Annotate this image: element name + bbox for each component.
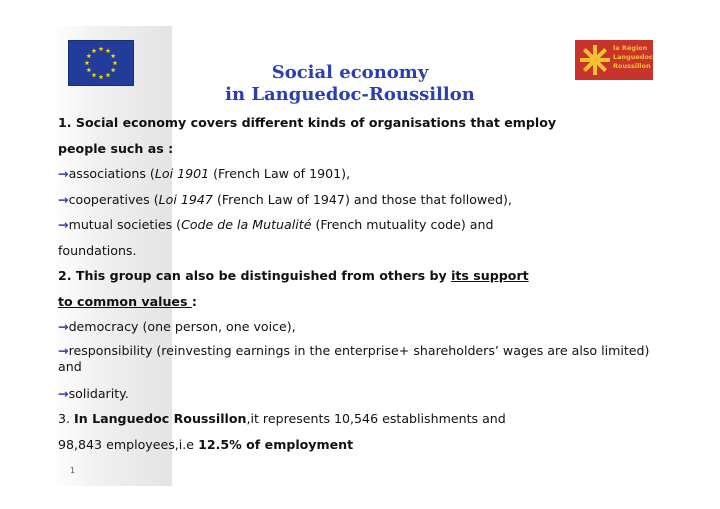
eu-star-icon (111, 67, 116, 72)
text: 2. This group can also be distinguished from others by (58, 268, 452, 283)
list-item-solidarity (58, 384, 658, 410)
arrow-right-icon: → (58, 217, 69, 232)
page-number: 1 (70, 466, 76, 475)
eu-star-icon (113, 60, 118, 65)
eu-star-icon (92, 73, 97, 78)
section-2-heading (58, 266, 658, 292)
eu-star-icon (111, 53, 116, 58)
underlined-text: to common values (58, 293, 192, 309)
region-languedoc-roussillon-logo (575, 40, 653, 80)
bold-text: In Languedoc Roussillon (74, 411, 247, 426)
list-item-mutual-societies (58, 215, 658, 241)
underlined-text: its support (451, 268, 529, 283)
eu-stars-icon (69, 41, 133, 85)
eu-flag-logo (68, 40, 134, 86)
arrow-right-icon: → (58, 191, 69, 207)
section-2-heading-cont (58, 292, 658, 318)
text: (French mutuality code) and (311, 217, 494, 232)
italic-text: Loi 1901 (154, 166, 210, 181)
eu-star-icon (92, 48, 97, 53)
list-item-democracy (58, 317, 658, 343)
text: (French Law of 1947) and those that followed), (212, 191, 512, 207)
list-item-associations (58, 164, 658, 190)
eu-star-icon (106, 73, 111, 78)
text: : (191, 293, 197, 309)
arrow-right-icon: → (58, 342, 69, 358)
title-line-2: in Languedoc-Roussillon (225, 84, 475, 105)
region-logo-text (613, 44, 653, 71)
arrow-right-icon: → (58, 166, 69, 181)
title-line-1: Social economy (271, 62, 429, 83)
text: (French Law of 1901), (209, 166, 351, 181)
list-item-foundations: foundations. (58, 242, 137, 258)
text: solidarity. (68, 385, 129, 401)
section-1-heading: 1. Social economy covers different kinds of organisations that employ (58, 115, 557, 130)
text: democracy (one person, one voice), (68, 319, 296, 334)
text: ,it represents 10,546 establishments and (246, 411, 506, 426)
bold-text: 12.5% of employment (198, 436, 354, 452)
sun-cross-icon (578, 43, 612, 77)
section-3-line-2 (58, 435, 658, 461)
logo-line: la Région (613, 44, 648, 52)
slide-body (58, 113, 658, 460)
page-title (150, 62, 550, 106)
text: associations ( (68, 166, 155, 181)
eu-star-icon (85, 60, 90, 65)
logo-line: Roussillon (613, 62, 651, 70)
eu-star-icon (86, 53, 91, 58)
italic-text: Code de la Mutualité (181, 217, 312, 232)
arrow-right-icon: → (58, 385, 69, 401)
arrow-right-icon: → (58, 319, 69, 334)
italic-text: Loi 1947 (158, 191, 213, 207)
text: 3. (58, 411, 75, 426)
eu-star-icon (86, 67, 91, 72)
logo-line: Languedoc (613, 53, 653, 61)
text: mutual societies ( (68, 217, 182, 232)
eu-star-icon (99, 46, 104, 51)
text: 98,843 employees,i.e (58, 436, 199, 452)
text: responsibility (reinvesting earnings in the enterprise+ shareholders’ wages are also limited) and (58, 342, 650, 374)
section-3-line-1 (58, 409, 658, 435)
list-item-responsibility (58, 343, 658, 375)
list-item-cooperatives (58, 190, 658, 216)
text: cooperatives ( (68, 191, 159, 207)
eu-star-icon (99, 74, 104, 79)
eu-star-icon (106, 48, 111, 53)
section-1-heading-cont: people such as : (58, 140, 174, 156)
